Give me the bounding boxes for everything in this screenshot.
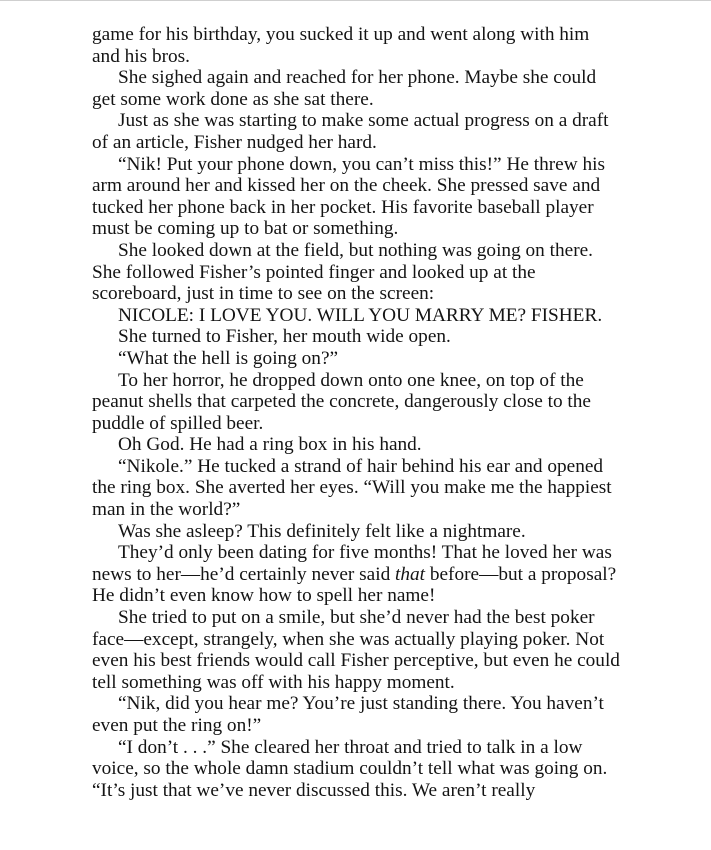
paragraph: “Nik! Put your phone down, you can’t miss this!” He threw his arm around her and kissed her on the cheek. She pressed save and tucked her phone back in her pocket. His favorite baseball player must be coming up to bat or something. bbox=[92, 153, 605, 240]
paragraph: “Nik, did you hear me? You’re just standing there. You haven’t even put the ring on!” bbox=[92, 693, 604, 736]
paragraph: She sighed again and reached for her phone. Maybe she could get some work done as she sat there. bbox=[92, 67, 597, 110]
paragraph: She tried to put on a smile, but she’d never had the best poker face—except, strangely, when she was actually playing poker. Not even his best friends would call Fisher perceptive, but even he could tell something was off with his happy moment. bbox=[92, 607, 620, 693]
paragraph: “I don’t . . .” She cleared her throat and tried to talk in a low voice, so the whole damn stadium couldn’t tell what was going on. “It’s just that we’ve never discussed this. We aren’t really bbox=[92, 736, 608, 801]
paragraph: “What the hell is going on?” bbox=[118, 347, 339, 369]
book-page-text bbox=[92, 24, 620, 801]
top-border-line bbox=[0, 0, 711, 1]
scoreboard-message: NICOLE: I LOVE YOU. WILL YOU MARRY ME? FISHER. bbox=[118, 304, 603, 326]
paragraph-text-after: before—but a proposal? He didn’t even know how to spell her name! bbox=[92, 563, 617, 607]
paragraph: Just as she was starting to make some actual progress on a draft of an article, Fisher nudged her hard. bbox=[92, 110, 609, 153]
paragraph: To her horror, he dropped down onto one knee, on top of the peanut shells that carpeted the concrete, dangerously close to the puddle of spilled beer. bbox=[92, 369, 591, 434]
paragraph: She looked down at the field, but nothing was going on there. She followed Fisher’s pointed finger and looked up at the scoreboard, just in time to see on the screen: bbox=[92, 239, 593, 305]
paragraph: She turned to Fisher, her mouth wide open. bbox=[118, 326, 451, 348]
paragraph-text-before: They’d only been dating for five months! That he loved her was news to her—he’d certainly never said bbox=[92, 542, 612, 585]
paragraph: Oh God. He had a ring box in his hand. bbox=[118, 434, 422, 456]
paragraph: Was she asleep? This definitely felt like a nightmare. bbox=[118, 520, 526, 542]
emphasized-word: that bbox=[395, 563, 426, 585]
paragraph-continued: game for his birthday, you sucked it up and went along with him and his bros. bbox=[92, 24, 590, 67]
paragraph-with-emphasis bbox=[92, 542, 620, 607]
paragraph: “Nikole.” He tucked a strand of hair behind his ear and opened the ring box. She averted her eyes. “Will you make me the happiest man in the world?” bbox=[92, 455, 612, 521]
